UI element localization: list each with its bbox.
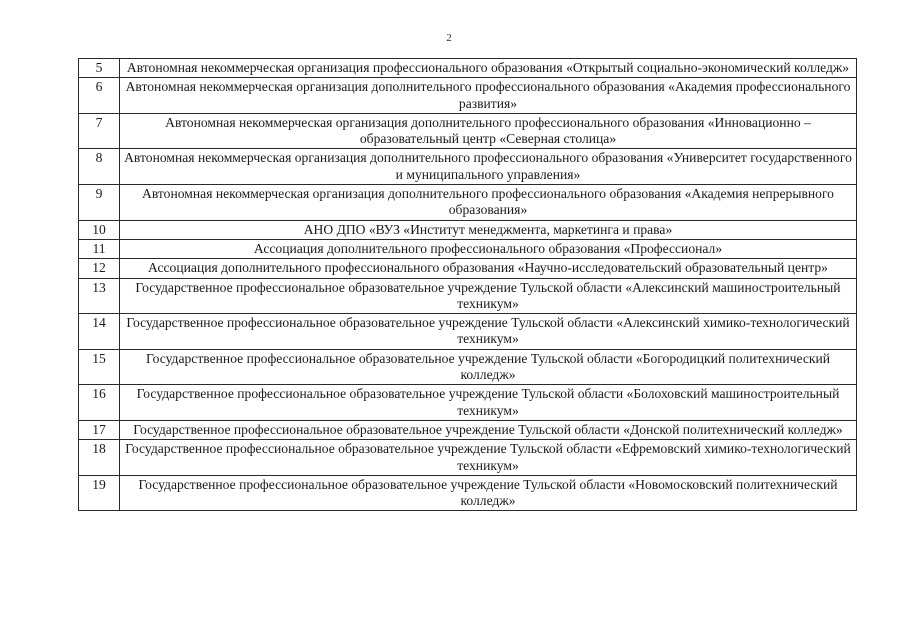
table-row (79, 239, 857, 258)
table-row (79, 185, 857, 221)
row-number: 12 (79, 259, 120, 278)
table-row (79, 475, 857, 511)
organization-name: Государственное профессиональное образовательное учреждение Тульской области «Богородицкий политехнический колледж» (120, 349, 857, 385)
row-number: 18 (79, 440, 120, 476)
row-number: 14 (79, 314, 120, 350)
row-number: 15 (79, 349, 120, 385)
table-row (79, 440, 857, 476)
table-row (79, 113, 857, 149)
table-row (79, 278, 857, 314)
row-number: 10 (79, 220, 120, 239)
table-row (79, 259, 857, 278)
table-row (79, 385, 857, 421)
table-row (79, 420, 857, 439)
row-number: 8 (79, 149, 120, 185)
organization-name: Государственное профессиональное образовательное учреждение Тульской области «Донской политехнический колледж» (120, 420, 857, 439)
table-row (79, 349, 857, 385)
table-row (79, 78, 857, 114)
organization-name: Ассоциация дополнительного профессионального образования «Профессионал» (120, 239, 857, 258)
row-number: 5 (79, 59, 120, 78)
organization-name: Государственное профессиональное образовательное учреждение Тульской области «Алексинский машиностроительный техникум» (120, 278, 857, 314)
page-number: 2 (446, 32, 452, 44)
organization-name: Автономная некоммерческая организация дополнительного профессионального образования «Инновационно – образовательный центр «Северная столица» (120, 113, 857, 149)
table-row (79, 314, 857, 350)
table-row (79, 220, 857, 239)
row-number: 19 (79, 475, 120, 511)
organization-name: Автономная некоммерческая организация дополнительного профессионального образования «Академия профессионального развития» (120, 78, 857, 114)
organization-name: Ассоциация дополнительного профессионального образования «Научно-исследовательский образовательный центр» (120, 259, 857, 278)
organization-name: АНО ДПО «ВУЗ «Институт менеджмента, маркетинга и права» (120, 220, 857, 239)
organization-name: Автономная некоммерческая организация профессионального образования «Открытый социально-экономический колледж» (120, 59, 857, 78)
row-number: 17 (79, 420, 120, 439)
organizations-table (78, 58, 857, 511)
row-number: 13 (79, 278, 120, 314)
organization-name: Государственное профессиональное образовательное учреждение Тульской области «Ефремовский химико-технологический техникум» (120, 440, 857, 476)
row-number: 6 (79, 78, 120, 114)
organization-name: Государственное профессиональное образовательное учреждение Тульской области «Алексинский химико-технологический техникум» (120, 314, 857, 350)
organization-name: Государственное профессиональное образовательное учреждение Тульской области «Новомосковский политехнический колледж» (120, 475, 857, 511)
organization-name: Государственное профессиональное образовательное учреждение Тульской области «Болоховский машиностроительный техникум» (120, 385, 857, 421)
row-number: 7 (79, 113, 120, 149)
table-row (79, 149, 857, 185)
row-number: 16 (79, 385, 120, 421)
organization-name: Автономная некоммерческая организация дополнительного профессионального образования «Университет государственного и муниципального управления» (120, 149, 857, 185)
table-row (79, 59, 857, 78)
row-number: 11 (79, 239, 120, 258)
row-number: 9 (79, 185, 120, 221)
organization-name: Автономная некоммерческая организация дополнительного профессионального образования «Академия непрерывного образования» (120, 185, 857, 221)
